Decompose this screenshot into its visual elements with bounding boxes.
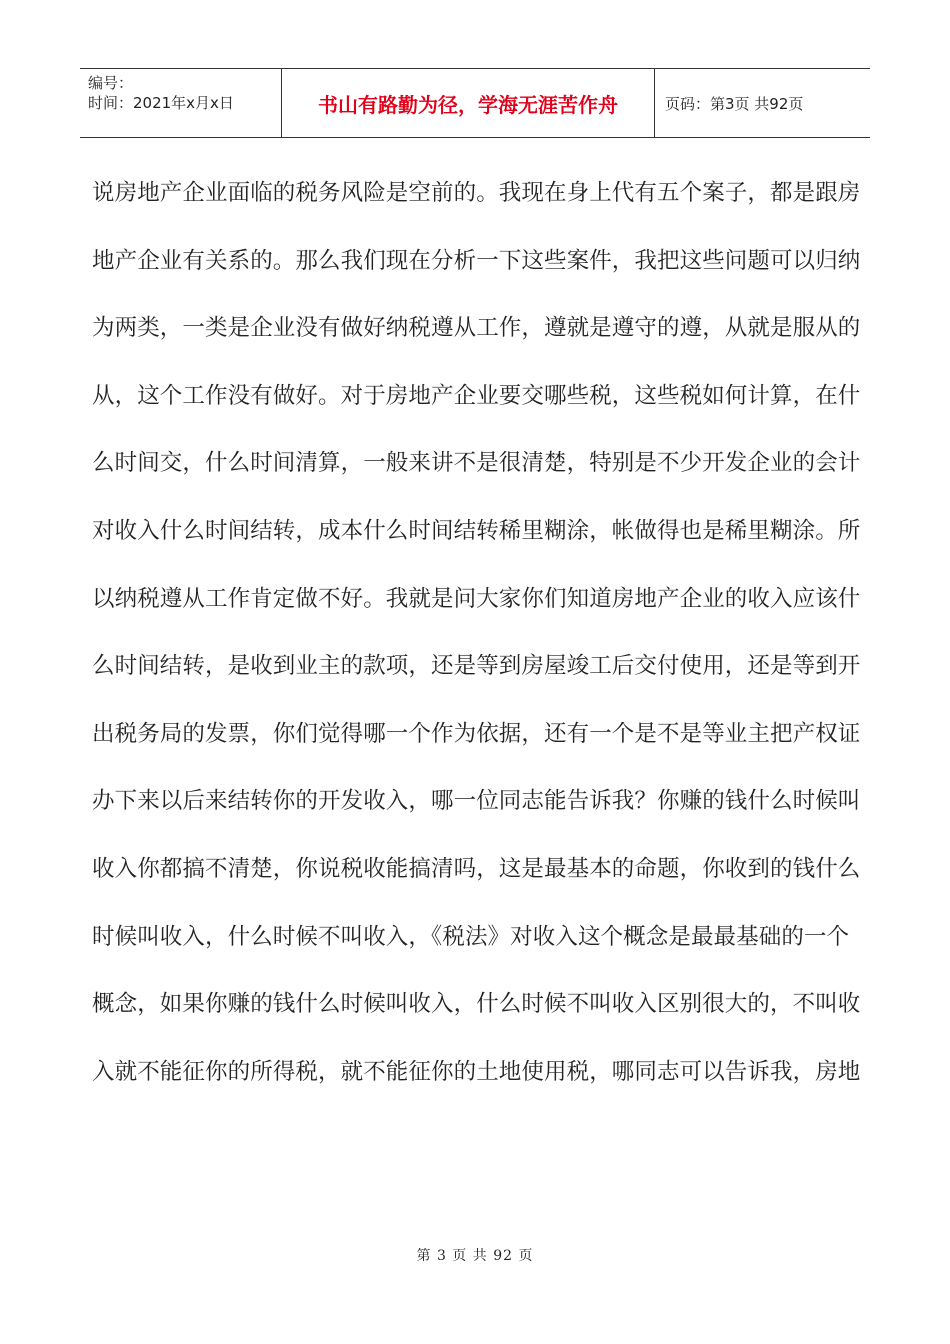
text-line: 时候叫收入，什么时候不叫收入，《税法》对收入这个概念是最最基础的一个 xyxy=(92,923,850,950)
text-line: 么时间交，什么时间清算，一般来讲不是很清楚，特别是不少开发企业的会计 xyxy=(92,450,861,477)
body-text xyxy=(92,170,861,1116)
number-label: 编号： xyxy=(88,74,134,92)
text-line: 为两类，一类是企业没有做好纳税遵从工作，遵就是遵守的遵，从就是服从的 xyxy=(92,315,861,342)
text-line: 入就不能征你的所得税，就不能征你的土地使用税，哪同志可以告诉我，房地 xyxy=(92,1058,861,1085)
text-line: 对收入什么时间结转，成本什么时间结转稀里糊涂，帐做得也是稀里糊涂。所 xyxy=(92,517,861,544)
text-line: 概念，如果你赚的钱什么时候叫收入，什么时候不叫收入区别很大的，不叫收 xyxy=(92,991,861,1018)
text-line: 说房地产企业面临的税务风险是空前的。我现在身上代有五个案子，都是跟房 xyxy=(92,180,861,206)
text-line: 出税务局的发票，你们觉得哪一个作为依据，还有一个是不是等业主把产权证 xyxy=(92,720,861,747)
text-line: 么时间结转，是收到业主的款项，还是等到房屋竣工后交付使用，还是等到开 xyxy=(92,653,861,680)
header-motto: 书山有路勤为径，学海无涯苦作舟 xyxy=(282,69,655,137)
text-line: 办下来以后来结转你的开发收入，哪一位同志能告诉我？你赚的钱什么时候叫 xyxy=(92,788,861,815)
header-page-info: 页码：第3页 共92页 xyxy=(665,94,804,113)
document-header xyxy=(80,68,870,138)
text-line: 收入你都搞不清楚，你说税收能搞清吗，这是最基本的命题，你收到的钱什么 xyxy=(92,855,861,882)
page-footer: 第 3 页 共 92 页 xyxy=(416,1248,534,1264)
text-line: 从，这个工作没有做好。对于房地产企业要交哪些税，这些税如何计算，在什 xyxy=(92,382,861,409)
time-label: 时间：2021年x月x日 xyxy=(88,94,234,112)
header-meta xyxy=(80,69,282,137)
text-line: 以纳税遵从工作肯定做不好。我就是问大家你们知道房地产企业的收入应该什 xyxy=(92,585,861,612)
text-line: 地产企业有关系的。那么我们现在分析一下这些案件，我把这些问题可以归纳 xyxy=(92,247,861,274)
